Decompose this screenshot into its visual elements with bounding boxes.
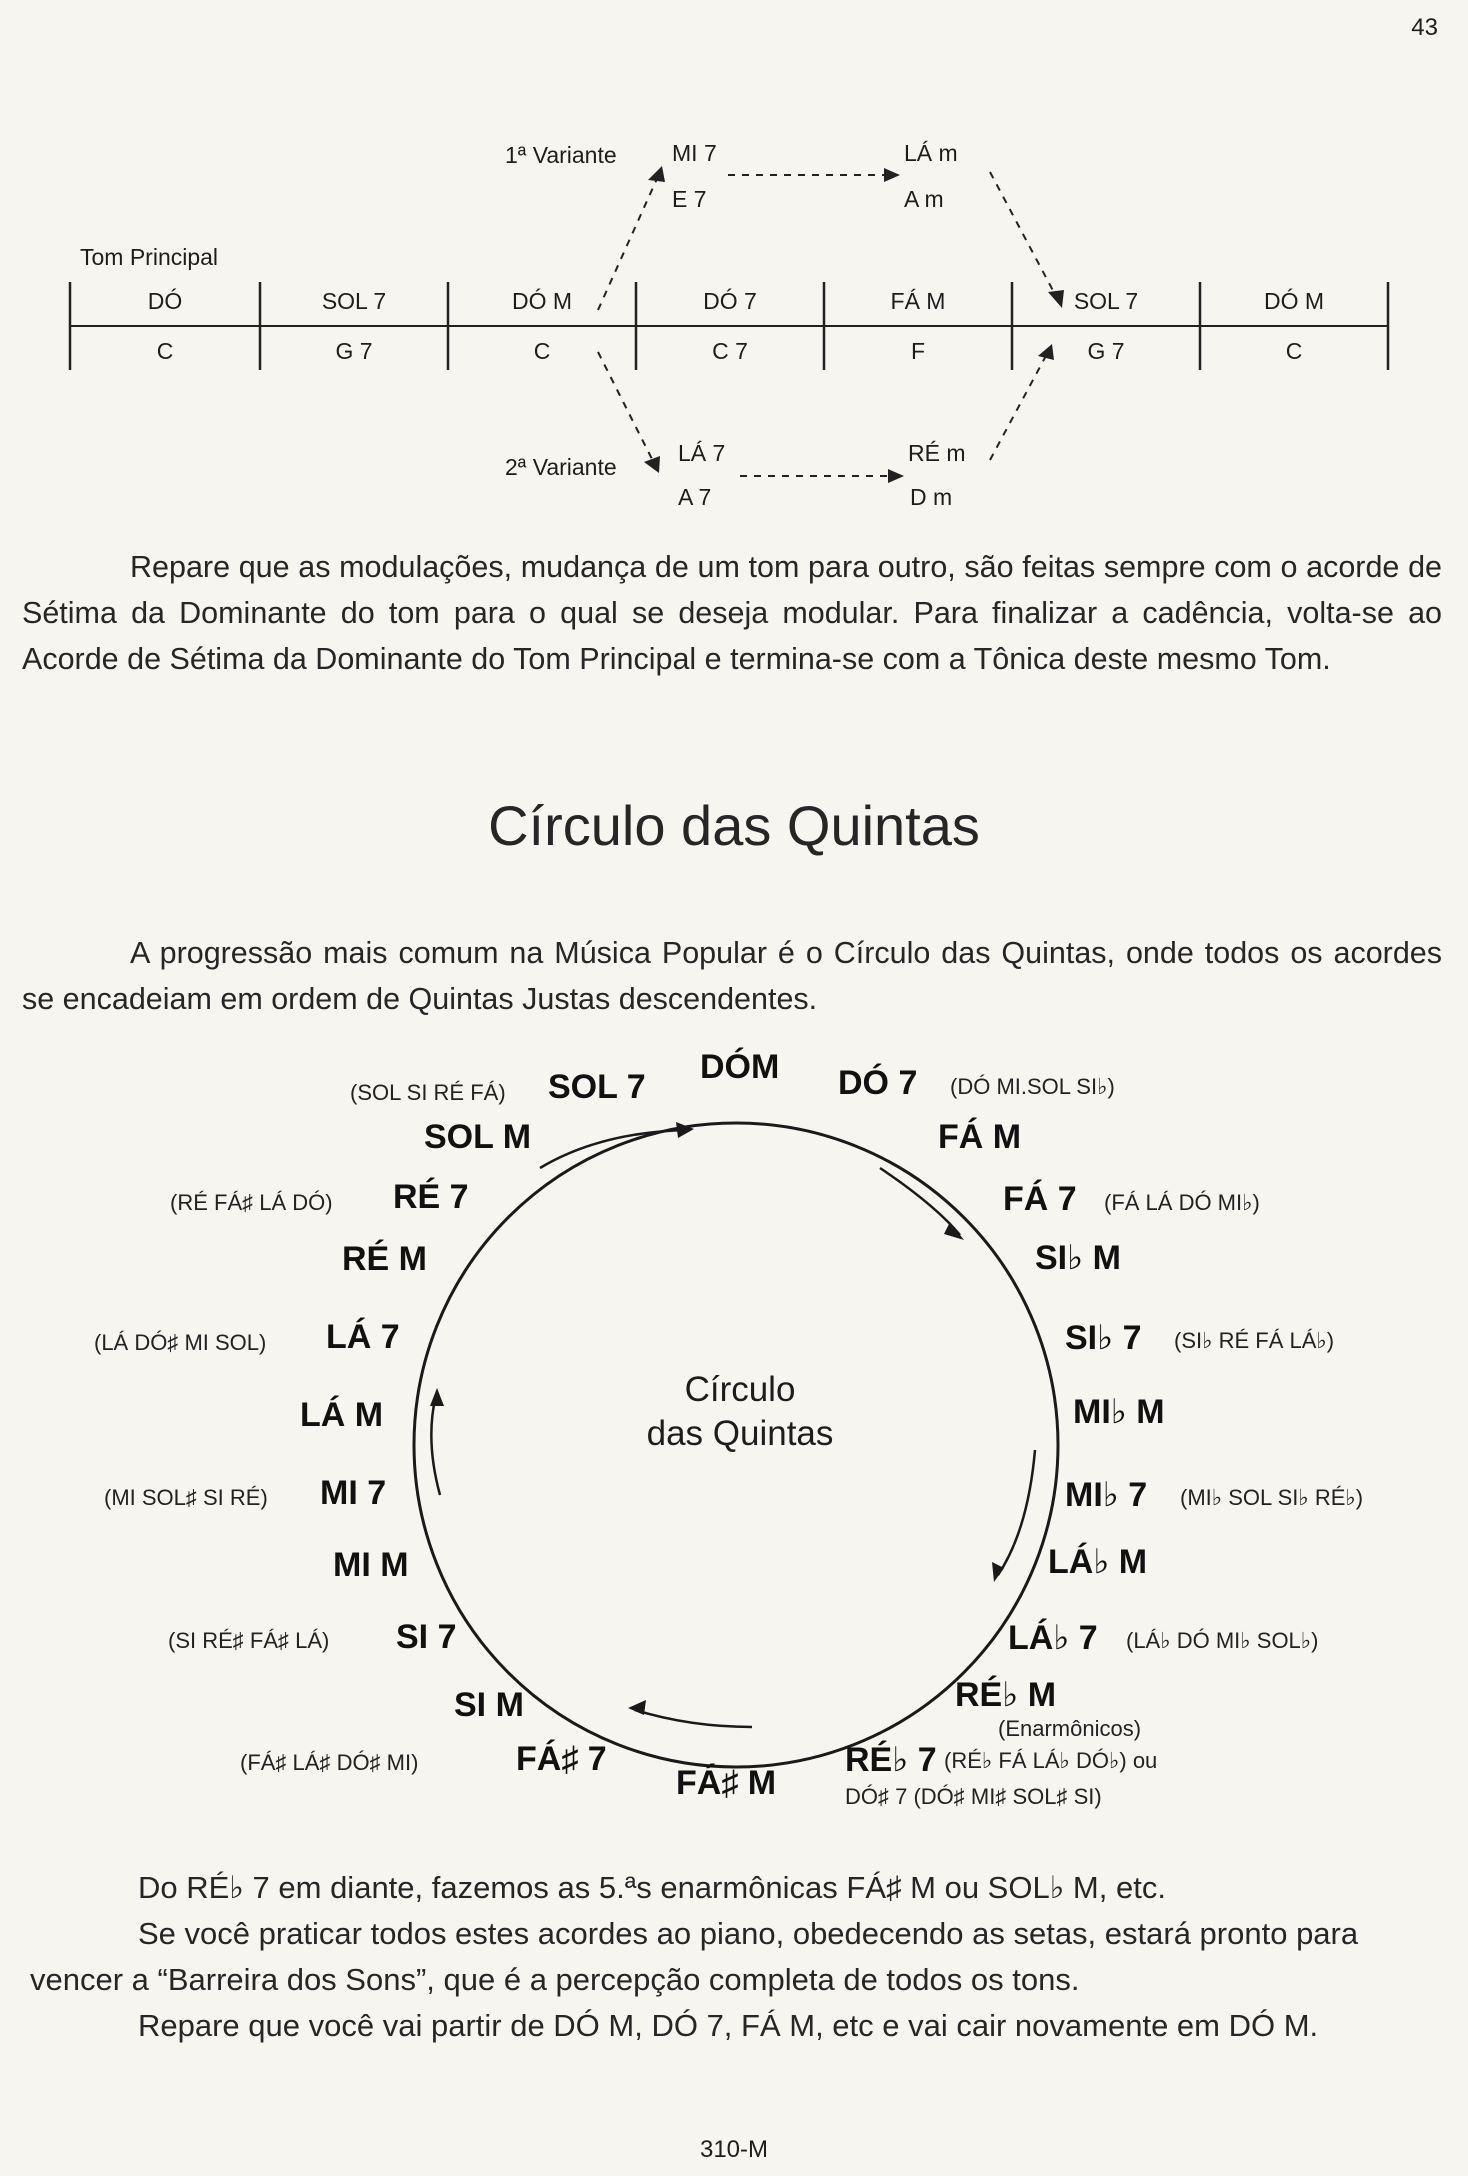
right-notes: (LÁ♭ DÓ MI♭ SOL♭) (1126, 1628, 1319, 1653)
paragraph-circle-intro-text: A progressão mais comum na Música Popular é o Círculo das Quintas, onde todos os acordes se encadeiam em ordem de Quintas Justas descendentes. (22, 936, 1442, 1016)
paragraph-modulation-text: Repare que as modulações, mudança de um tom para outro, são feitas sempre com o acorde de Sétima da Dominante do tom para o qual se deseja modular. Para finalizar a cadência, volta-se ao Acorde de Sétima da Dominante do Tom Principal e termina-se com a Tônica deste mesmo Tom. (22, 550, 1442, 676)
circle-top-chord: DÓM (700, 1048, 780, 1086)
left-chord: LÁ 7 (326, 1318, 400, 1356)
right-notes: (DÓ MI.SOL SI♭) (950, 1074, 1115, 1099)
main-cell-top: SOL 7 (1073, 288, 1139, 314)
left-notes: (RÉ FÁ♯ LÁ DÓ) (170, 1190, 333, 1215)
main-cell-bottom: C (533, 338, 551, 364)
v2-chord-top: LÁ 7 (678, 440, 726, 466)
left-chord: LÁ M (300, 1396, 384, 1434)
right-chord: FÁ 7 (1003, 1180, 1077, 1218)
circle-bottom-chord: FÁ♯ M (676, 1764, 777, 1802)
v2-chord-bottom: A 7 (678, 484, 712, 510)
main-cell-top: DÓ (147, 288, 183, 314)
left-chord: FÁ♯ 7 (516, 1740, 607, 1778)
v1-chord-bottom: E 7 (672, 186, 707, 212)
left-chord: SI 7 (396, 1618, 457, 1656)
left-chord: RÉ M (342, 1240, 427, 1278)
main-cell-bottom: F (910, 338, 926, 364)
main-cell-bottom: G 7 (335, 338, 373, 364)
left-notes: (FÁ♯ LÁ♯ DÓ♯ MI) (240, 1750, 419, 1775)
main-cell-top: DÓ M (1263, 288, 1325, 314)
right-notes: (SI♭ RÉ FÁ LÁ♭) (1174, 1328, 1335, 1353)
right-notes: (MI♭ SOL SI♭ RÉ♭) (1180, 1485, 1364, 1510)
main-cell-bottom: C (156, 338, 174, 364)
circle-center-label (580, 1368, 900, 1456)
left-notes: (SOL SI RÉ FÁ) (350, 1080, 506, 1105)
bottom-line2 (30, 1911, 1450, 2003)
right-chord: SI♭ 7 (1065, 1319, 1142, 1357)
arrow-bottom (635, 1710, 752, 1727)
main-cell-top: SOL 7 (321, 288, 387, 314)
main-cell-top: DÓ 7 (703, 288, 757, 314)
arrow-left (431, 1395, 440, 1495)
left-notes: (LÁ DÓ♯ MI SOL) (94, 1330, 267, 1355)
right-notes: (RÉ♭ FÁ LÁ♭ DÓ♭) ou (944, 1748, 1158, 1773)
right-chord: LÁ♭ M (1048, 1543, 1148, 1581)
v1-chord-bottom: A m (904, 186, 944, 212)
circle-center-line2: das Quintas (646, 1414, 834, 1453)
right-chord: MI♭ 7 (1065, 1476, 1148, 1514)
left-notes: (MI SOL♯ SI RÉ) (104, 1485, 268, 1510)
right-chord: SI♭ M (1035, 1239, 1121, 1277)
left-chord: SI M (454, 1686, 524, 1724)
circle-center-line1: Círculo (684, 1370, 796, 1409)
v2-chord-bottom: D m (910, 484, 953, 510)
variante2-label: 2ª Variante (505, 454, 617, 480)
arrow-top-left (540, 1130, 688, 1168)
right-notes: (FÁ LÁ DÓ MI♭) (1104, 1190, 1260, 1215)
right-notes: (Enarmônicos) (998, 1716, 1142, 1741)
arrow-right (998, 1450, 1035, 1575)
right-chord: RÉ♭ 7 (845, 1741, 937, 1779)
right-chord: LÁ♭ 7 (1008, 1619, 1098, 1657)
bottom-line3: Repare que você vai partir de DÓ M, DÓ 7, FÁ M, etc e vai cair novamente em DÓ M. (138, 2008, 1319, 2043)
bottom-line2-text: Se você praticar todos estes acordes ao piano, obedecendo as setas, estará pronto para vencer a “Barreira dos Sons”, que é a percepção completa de todos os tons. (30, 1916, 1359, 1997)
main-cell-bottom: C 7 (712, 338, 748, 364)
variante1-label: 1ª Variante (505, 142, 617, 168)
tom-principal-label: Tom Principal (80, 244, 219, 270)
page-number: 43 (1411, 14, 1438, 41)
main-cell-top: DÓ M (511, 288, 573, 314)
left-chord: SOL M (424, 1118, 532, 1156)
right-chord: MI♭ M (1073, 1393, 1165, 1431)
section-title: Círculo das Quintas (488, 794, 980, 857)
left-chord: RÉ 7 (393, 1178, 469, 1216)
right-chord: FÁ M (938, 1118, 1022, 1156)
bottom-line1: Do RÉ♭ 7 em diante, fazemos as 5.ªs enarmônicas FÁ♯ M ou SOL♭ M, etc. (138, 1870, 1166, 1905)
left-chord: SOL 7 (548, 1068, 646, 1106)
v1-chord-top: MI 7 (672, 140, 717, 166)
bottom-text (30, 1865, 1450, 2049)
main-cell-bottom: G 7 (1087, 338, 1125, 364)
v1-chord-top: LÁ m (904, 140, 958, 166)
main-cell-bottom: C (1285, 338, 1303, 364)
right-chord: RÉ♭ M (955, 1676, 1057, 1714)
left-chord: MI M (333, 1546, 409, 1584)
main-cell-top: FÁ M (890, 288, 946, 314)
v2-chord-top: RÉ m (908, 440, 966, 466)
enharmonic-line: DÓ♯ 7 (DÓ♯ MI♯ SOL♯ SI) (845, 1784, 1102, 1809)
right-chord: DÓ 7 (838, 1064, 918, 1102)
footer-code: 310-M (699, 2136, 769, 2163)
left-chord: MI 7 (320, 1474, 387, 1512)
left-notes: (SI RÉ♯ FÁ♯ LÁ) (168, 1628, 330, 1653)
